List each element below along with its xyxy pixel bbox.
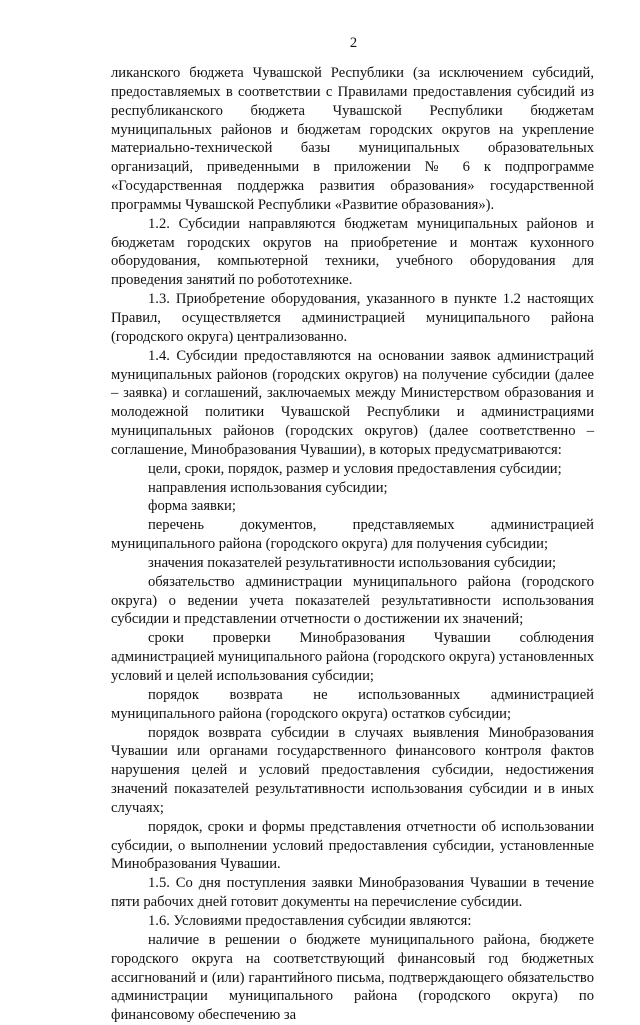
paragraph-1-5: 1.5. Со дня поступления заявки Минобразования Чувашии в течение пяти рабочих дней готовит документы на перечисление субсидии. <box>111 875 594 911</box>
list-item-return-unused: порядок возврата не использованных администрацией муниципального района (городского округа) остатков субсидии; <box>111 686 594 722</box>
list-item-documents: перечень документов, представляемых администрацией муниципального района (городского округа) для получения субсидии; <box>111 517 594 553</box>
paragraph-1-6: 1.6. Условиями предоставления субсидии являются: <box>148 912 472 929</box>
paragraph-1-3: 1.3. Приобретение оборудования, указанного в пункте 1.2 настоящих Правил, осуществляется администрацией муниципального района (городского округа) централизованно. <box>111 291 594 345</box>
list-item-application-form: форма заявки; <box>148 498 236 515</box>
page-number: 2 <box>349 35 358 51</box>
paragraph-1-4: 1.4. Субсидии предоставляются на основании заявок администраций муниципальных районов (городских округов) на получение субсидии (далее – заявка) и соглашений, заключаемых между Министерством образования и молодежной политики Чувашской Республики и администрациями муниципальных районов (городских округов) (далее соответственно – соглашение, Минобразования Чувашии), в которых предусматриваются: <box>111 347 594 458</box>
list-item-directions: направления использования субсидии; <box>148 479 388 496</box>
paragraph-1-2: 1.2. Субсидии направляются бюджетам муниципальных районов и бюджетам городских округов на приобретение и монтаж кухонного оборудования, компьютерной техники, учебного оборудования для проведения занятий по робототехнике. <box>111 215 594 289</box>
list-item-inspection-terms: сроки проверки Минобразования Чувашии соблюдения администрацией муниципального района (городского округа) установленных условий и целей использования субсидии; <box>111 630 594 684</box>
list-item-return-violations: порядок возврата субсидии в случаях выявления Минобразования Чувашии или органами государственного финансового контроля фактов нарушения целей и условий предоставления субсидии, недостижения значений показателей результативности использования субсидии и в иных случаях; <box>111 724 594 816</box>
list-item-indicators: значения показателей результативности использования субсидии; <box>148 554 557 571</box>
list-item-goals: цели, сроки, порядок, размер и условия предоставления субсидии; <box>148 460 562 477</box>
list-item-reporting: порядок, сроки и формы представления отчетности об использовании субсидии, о выполнении условий предоставления субсидии, установленные Минобразования Чувашии. <box>111 818 594 873</box>
list-item-budget-condition: наличие в решении о бюджете муниципального района, бюджете городского округа на соответствующий финансовый год бюджетных ассигнований и (или) гарантийного письма, подтверждающего обязательство администрации муниципального района (городского округа) по финансовому обеспечению за <box>111 931 594 1024</box>
paragraph-continuation: ликанского бюджета Чувашской Республики (за исключением субсидий, предоставляемых в соответствии с Правилами предоставления субсидий из республиканского бюджета Чувашской Республики бюджетам муниципальных районов и бюджетам городских округов на укрепление материально-технической базы муниципальных образовательных организаций, приведенными в приложении № 6 к подпрограмме «Государственная поддержка развития образования» государственной программы Чувашской Республики «Развитие образования»). <box>111 65 594 213</box>
list-item-obligation: обязательство администрации муниципального района (городского округа) о ведении учета показателей результативности использования субсидии и представлении отчетности о достижении их значений; <box>111 573 594 628</box>
document-body <box>111 64 594 1025</box>
